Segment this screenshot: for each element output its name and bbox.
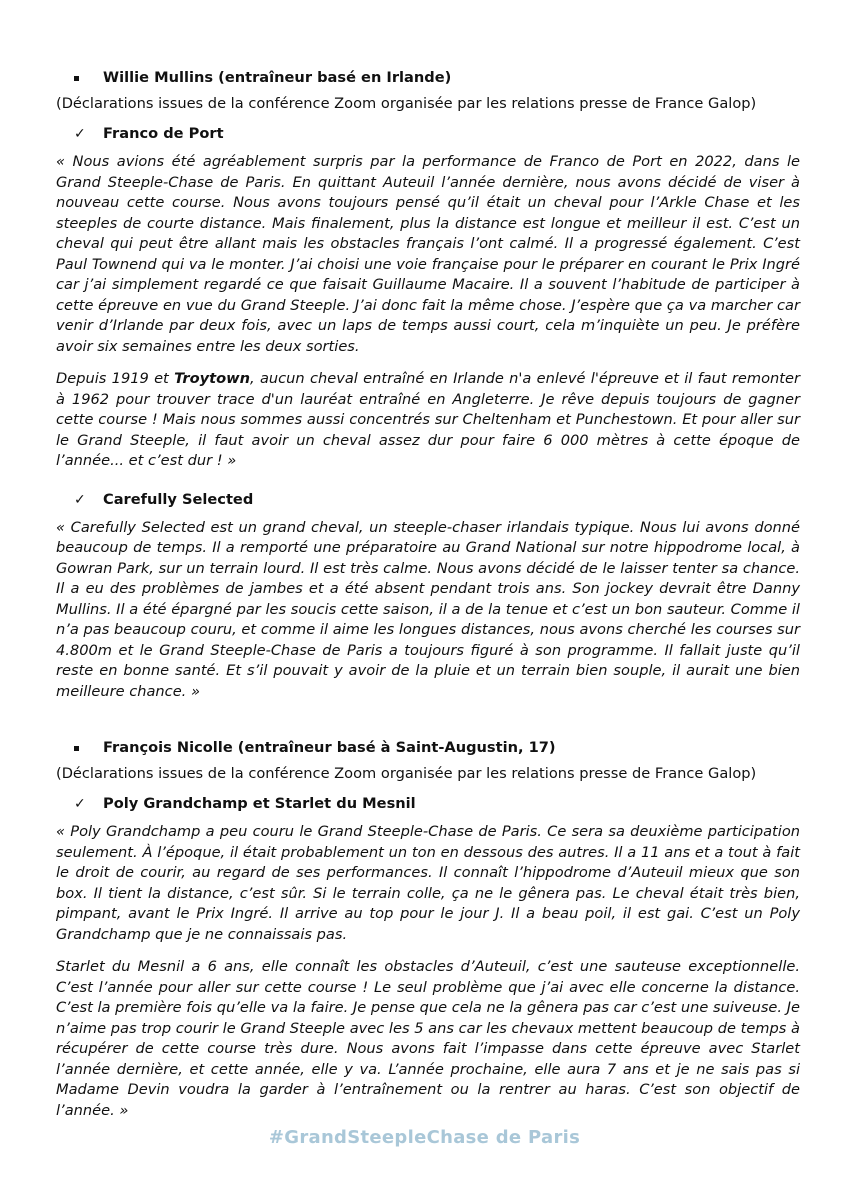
quote-text: , aucun cheval entraîné en Irlande n'a enlevé l'épreuve et il faut remonter à 1962 pour trouver trace d'un lauréat entraîné en Angleterre. Je rêve depuis toujours de gagner cette course ! Mais nous sommes aussi concentrés sur Cheltenham et Punchestown. Et pour aller sur le Grand Steeple, il faut avoir un cheval assez dur pour faire 6 000 mètres à cette époque de l’année... et c’est dur ! »	[56, 370, 800, 469]
square-bullet-icon	[74, 746, 79, 751]
quote-paragraph: « Carefully Selected est un grand cheval, un steeple-chaser irlandais typique. Nous lui avons donné beaucoup de temps. Il a remporté une préparatoire au Grand National sur notre hippodrome local, à Gowran Park, sur un terrain lourd. Il est très calme. Nous avons décidé de le laisser tenter sa chance. Il a eu des problèmes de jambes et a été absent pendant trois ans. Son jockey devrait être Danny Mullins. Il a été épargné par les soucis cette saison, il a de la tenue et c’est un bon sauteur. Comme il n’a pas beaucoup couru, et comme il aime les longues distances, nous avons cherché les courses sur 4.800m et le Grand Steeple-Chase de Paris a toujours figuré à son programme. Il fallait juste qu’il reste en bonne santé. Et s’il pouvait y avoir de la pluie et un terrain bien souple, il aurait une bien meilleure chance. »	[56, 518, 800, 700]
trainer-heading	[74, 68, 800, 88]
document-body	[56, 68, 800, 1133]
horse-name: Poly Grandchamp et Starlet du Mesnil	[103, 795, 416, 812]
trainer-name: Willie Mullins (entraîneur basé en Irlande)	[103, 69, 452, 86]
trainer-name: François Nicolle (entraîneur basé à Saint-Augustin, 17)	[103, 739, 556, 756]
quote-bold-name: Troytown	[174, 370, 251, 387]
check-mark-icon: ✓	[74, 491, 86, 508]
quote-paragraph	[56, 369, 800, 472]
source-note: (Déclarations issues de la conférence Zoom organisée par les relations presse de France Galop)	[56, 95, 757, 112]
horse-name: Franco de Port	[103, 125, 224, 142]
horse-heading	[74, 490, 800, 510]
source-note: (Déclarations issues de la conférence Zoom organisée par les relations presse de France Galop)	[56, 765, 757, 782]
hashtag-footer: #GrandSteepleChase de Paris	[268, 1127, 581, 1148]
quote-paragraph: « Nous avions été agréablement surpris par la performance de Franco de Port en 2022, dans le Grand Steeple-Chase de Paris. En quittant Auteuil l’année dernière, nous avons décidé de viser à nouveau cette course. Nous avons toujours pensé qu’il était un cheval pour l’Arkle Chase et les steeples de courte distance. Mais finalement, plus la distance est longue et meilleur il est. C’est un cheval qui peut être allant mais les obstacles français l’ont calmé. Il a progressé également. C’est Paul Townend qui va le monter. J’ai choisi une voie française pour le préparer en courant le Prix Ingré car j’ai simplement regardé ce que faisait Guillaume Macaire. Il a souvent l’habitude de participer à cette épreuve en vue du Grand Steeple. J’ai donc fait la même chose. J’espère que ça va marcher car venir d’Irlande par deux fois, avec un laps de temps aussi court, cela m’inquiète un peu. Je préfère avoir six semaines entre les deux sorties.	[56, 153, 800, 355]
check-mark-icon: ✓	[74, 126, 86, 142]
check-mark-icon: ✓	[74, 796, 86, 812]
quote-text: Depuis 1919 et	[56, 370, 175, 387]
horse-heading	[74, 794, 800, 814]
quote-paragraph: « Poly Grandchamp a peu couru le Grand Steeple-Chase de Paris. Ce sera sa deuxième participation seulement. À l’époque, il était probablement un ton en dessous des autres. Il a 11 ans et a tout à fait le droit de courir, au regard de ses performances. Il connaît l’hippodrome d’Auteuil mieux que son box. Il tient la distance, c’est sûr. Si le terrain colle, ça ne le gênera pas. Le cheval était très bien, pimpant, avant le Prix Ingré. Il arrive au top pour le jour J. Il a beau poil, il est gai. C’est un Poly Grandchamp que je ne connaissais pas.	[56, 823, 800, 943]
horse-name: Carefully Selected	[103, 490, 254, 508]
quote-paragraph: Starlet du Mesnil a 6 ans, elle connaît les obstacles d’Auteuil, c’est une sauteuse exceptionnelle. C’est l’année pour aller sur cette course ! Le seul problème que j’ai avec elle concerne la distance. C’est la première fois qu’elle va la faire. Je pense que cela ne la gênera pas car c’est une suiveuse. Je n’aime pas trop courir le Grand Steeple avec les 5 ans car les chevaux mettent beaucoup de temps à récupérer de cette course très dure. Nous avons fait l’impasse dans cette épreuve avec Starlet l’année dernière, et cette année, elle y va. L’année prochaine, elle aura 7 ans et je ne sais pas si Madame Devin voudra la garder à l’entraînement ou la rentrer au haras. C’est son objectif de l’année. »	[56, 958, 800, 1119]
square-bullet-icon	[74, 76, 79, 81]
trainer-heading	[74, 738, 800, 758]
horse-heading	[74, 124, 800, 144]
